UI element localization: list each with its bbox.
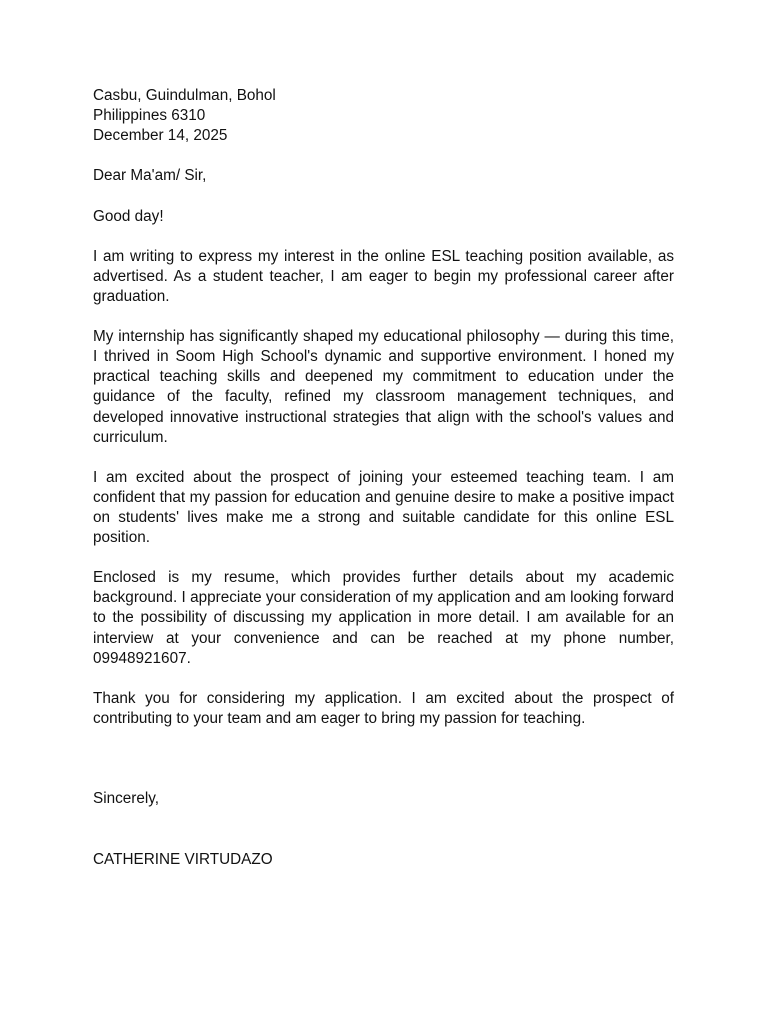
signature-name: CATHERINE VIRTUDAZO bbox=[93, 850, 273, 868]
salutation: Dear Ma'am/ Sir, bbox=[93, 167, 207, 185]
closing: Sincerely, bbox=[93, 790, 160, 808]
greeting: Good day! bbox=[93, 207, 164, 225]
body-paragraph-5: Thank you for considering my application. I am excited about the prospect of contributing to your team and am eager to bring my passion for teaching. bbox=[93, 689, 674, 727]
letter-date: December 14, 2025 bbox=[93, 127, 228, 145]
body-paragraph-1: I am writing to express my interest in the online ESL teaching position available, as advertised. As a student teacher, I am eager to begin my professional career after graduation. bbox=[93, 247, 674, 305]
sender-address bbox=[93, 86, 674, 146]
address-line-1: Casbu, Guindulman, Bohol bbox=[93, 87, 276, 104]
body-paragraph-3: I am excited about the prospect of joining your esteemed teaching team. I am confident that my passion for education and genuine desire to make a positive impact on students' lives make me a strong and suitable candidate for this online ESL position. bbox=[93, 468, 674, 547]
cover-letter bbox=[93, 86, 674, 870]
address-line-2: Philippines 6310 bbox=[93, 107, 206, 125]
body-paragraph-4: Enclosed is my resume, which provides further details about my academic background. I appreciate your consideration of my application and am looking forward to the possibility of discussing my application in more detail. I am available for an interview at your convenience and can be reached at my phone number, 09948921607. bbox=[93, 569, 674, 667]
body-paragraph-2: My internship has significantly shaped my educational philosophy — during this time, I thrived in Soom High School's dynamic and supportive environment. I honed my practical teaching skills and deepened my commitment to education under the guidance of the faculty, refined my classroom management techniques, and developed innovative instructional strategies that align with the school's values and curriculum. bbox=[93, 328, 674, 446]
